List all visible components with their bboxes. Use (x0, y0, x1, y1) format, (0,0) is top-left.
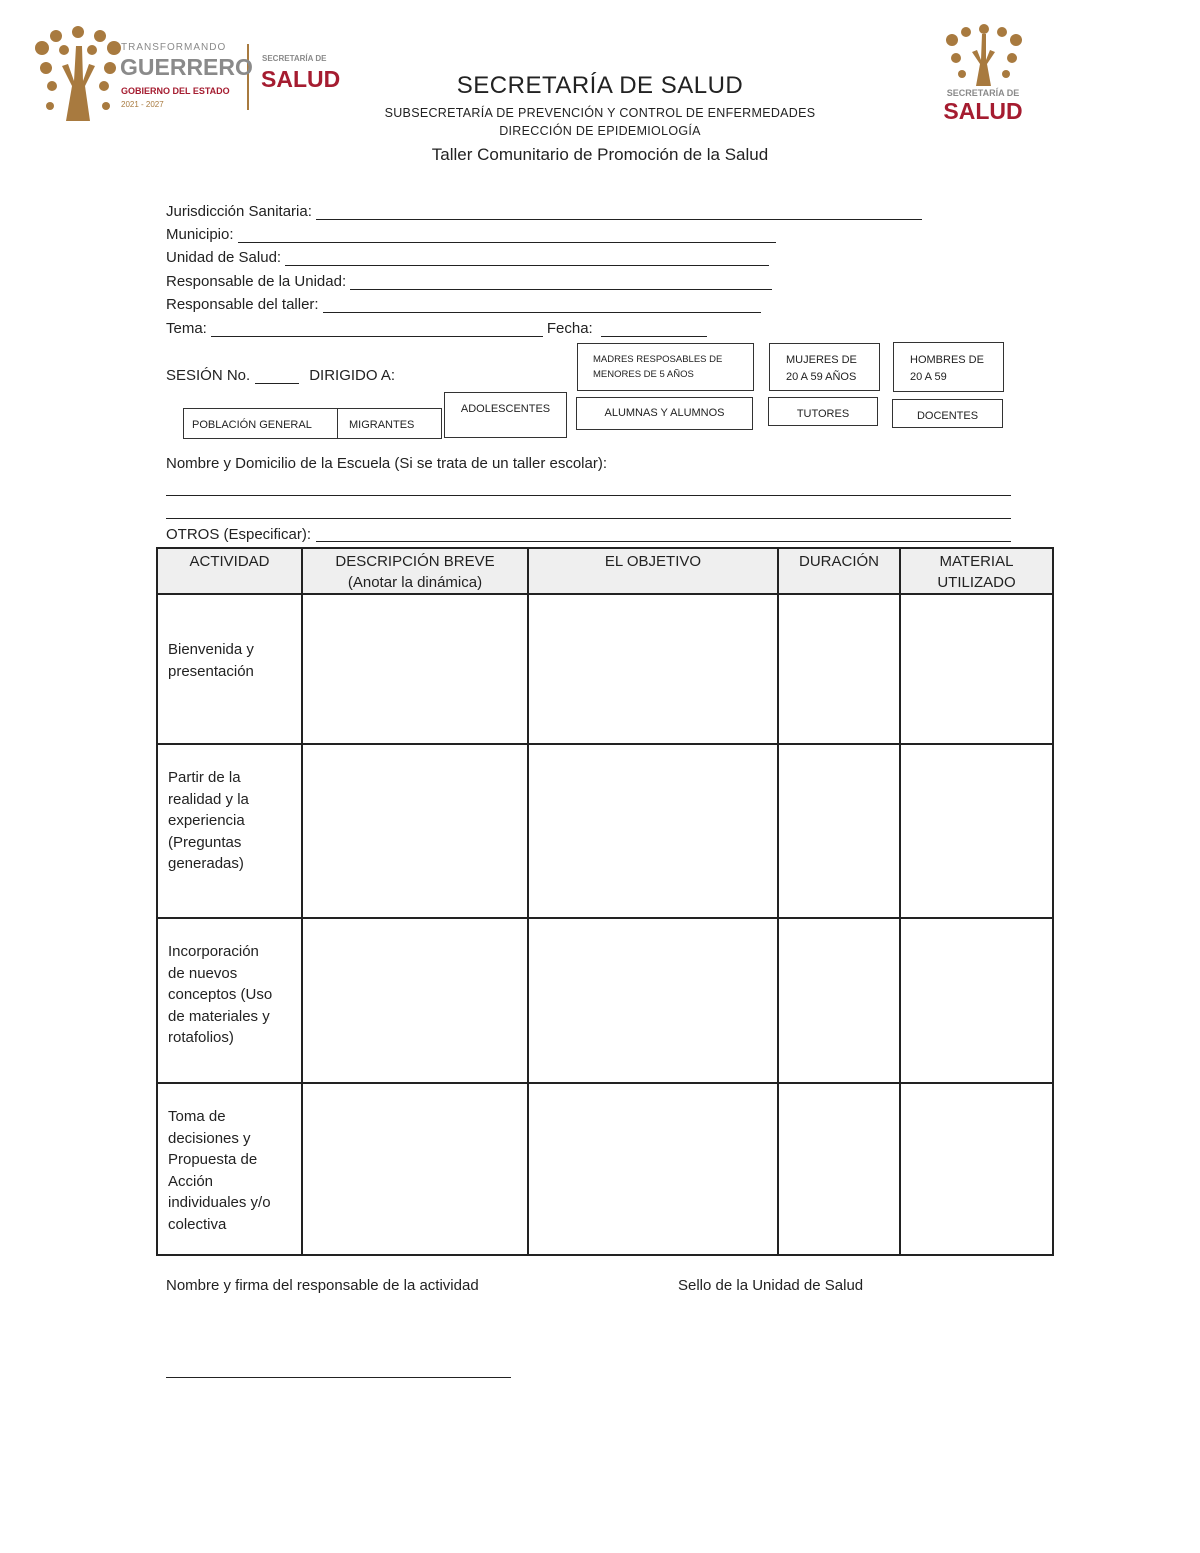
audience-madres-line1: MADRES RESPOSABLES DE (593, 354, 723, 365)
audience-docentes-label: DOCENTES (916, 410, 979, 422)
header-material: MATERIAL UTILIZADO (900, 548, 1053, 594)
unidad-line[interactable] (285, 249, 769, 266)
audience-alumnas-box[interactable] (576, 397, 753, 430)
activity-text: Toma de (168, 1108, 226, 1125)
otros-line[interactable] (316, 541, 1011, 542)
workshop-title: Taller Comunitario de Promoción de la Salud (431, 145, 769, 164)
activity-cell (157, 744, 302, 918)
dirigido-label: DIRIGIDO A: (309, 367, 396, 384)
material-cell[interactable] (900, 1083, 1053, 1255)
audience-hombres-line1: HOMBRES DE (910, 354, 984, 366)
duracion-cell[interactable] (778, 918, 900, 1083)
duracion-cell[interactable] (778, 744, 900, 918)
municipio-line[interactable] (238, 226, 776, 243)
audience-hombres-line2: 20 A 59 (910, 371, 947, 383)
activity-text: de nuevos (168, 964, 238, 982)
activity-text: decisiones y (168, 1129, 251, 1147)
logo-text-years: 2021 - 2027 (121, 100, 164, 109)
objetivo-cell[interactable] (528, 744, 778, 918)
descripcion-cell[interactable] (302, 744, 528, 918)
duracion-cell[interactable] (778, 594, 900, 744)
escuela-line-2[interactable] (166, 518, 1011, 519)
audience-poblacion-label: POBLACIÓN GENERAL (192, 419, 312, 431)
responsable-taller-line[interactable] (323, 296, 761, 313)
activity-text: Partir de la (168, 769, 241, 786)
material-cell[interactable] (900, 594, 1053, 744)
unidad-field[interactable] (166, 244, 769, 266)
responsable-unidad-label: Responsable de la Unidad: (166, 273, 347, 290)
responsable-taller-label: Responsable del taller: (166, 296, 319, 313)
activity-text: realidad y la (168, 790, 249, 808)
activity-cell (157, 918, 302, 1083)
responsable-unidad-field[interactable] (166, 268, 772, 290)
audience-hombres-box[interactable] (893, 342, 1004, 392)
descripcion-cell[interactable] (302, 1083, 528, 1255)
jurisdiccion-field[interactable] (166, 198, 922, 220)
jurisdiccion-label: Jurisdicción Sanitaria: (166, 203, 312, 220)
responsable-taller-field[interactable] (166, 291, 761, 313)
page-title: SECRETARÍA DE SALUD (456, 72, 744, 99)
activity-text: generadas) (168, 855, 244, 872)
audience-mujeres-line2: 20 A 59 AÑOS (786, 371, 857, 383)
subtitle-direccion: DIRECCIÓN DE EPIDEMIOLOGÍA (499, 124, 701, 138)
header-actividad: ACTIVIDAD (157, 548, 302, 594)
unidad-label: Unidad de Salud: (166, 249, 282, 266)
material-cell[interactable] (900, 918, 1053, 1083)
logo-text-transformando: TRANSFORMANDO (121, 42, 227, 53)
table-row (157, 1083, 1053, 1255)
activity-text: de materiales y (168, 1007, 270, 1025)
activity-cell (157, 1083, 302, 1255)
logo-text-secretaria: SECRETARÍA DE (946, 88, 1020, 98)
audience-mujeres-line1: MUJERES DE (786, 354, 857, 366)
duracion-cell[interactable] (778, 1083, 900, 1255)
audience-poblacion-box[interactable] (183, 408, 338, 439)
activity-text: rotafolios) (168, 1029, 234, 1046)
logo-text-guerrero: GUERRERO (120, 54, 253, 80)
tema-field[interactable] (166, 315, 707, 337)
responsable-unidad-line[interactable] (350, 273, 772, 290)
activity-text: Propuesta de (168, 1151, 258, 1168)
audience-migrantes-box[interactable] (337, 408, 442, 439)
descripcion-cell[interactable] (302, 918, 528, 1083)
activity-text: colectiva (168, 1215, 227, 1233)
sello-label: Sello de la Unidad de Salud (678, 1277, 864, 1294)
activity-text: individuales y/o (168, 1194, 271, 1211)
audience-madres-box[interactable] (577, 343, 754, 391)
audience-alumnas-label: ALUMNAS Y ALUMNOS (604, 407, 725, 419)
activity-cell (157, 594, 302, 744)
fecha-line[interactable] (601, 320, 707, 337)
objetivo-cell[interactable] (528, 594, 778, 744)
sesion-label: SESIÓN No. (166, 367, 251, 384)
tema-label: Tema: (166, 320, 207, 337)
sesion-line[interactable] (255, 367, 299, 384)
header-descripcion-line2: (Anotar la dinámica) (347, 574, 483, 591)
municipio-field[interactable] (166, 221, 776, 243)
objetivo-cell[interactable] (528, 918, 778, 1083)
descripcion-cell[interactable] (302, 594, 528, 744)
table-row (157, 744, 1053, 918)
firma-label: Nombre y firma del responsable de la actividad (166, 1277, 479, 1294)
header-objetivo: EL OBJETIVO (528, 548, 778, 594)
activity-table (156, 547, 1054, 1256)
otros-label: OTROS (Especificar): (166, 526, 312, 543)
fecha-label: Fecha: (546, 320, 593, 337)
objetivo-cell[interactable] (528, 1083, 778, 1255)
logo-text-salud: SALUD (943, 98, 1023, 124)
activity-text: Acción (168, 1172, 214, 1190)
audience-tutores-label: TUTORES (796, 408, 850, 420)
audience-madres-line2: MENORES DE 5 AÑOS (593, 369, 694, 380)
tema-line[interactable] (211, 320, 543, 337)
header-descripcion (302, 548, 528, 594)
table-row (157, 594, 1053, 744)
activity-text: Incorporación (168, 943, 259, 960)
activity-text: Bienvenida y (168, 641, 254, 658)
logo-text-salud: SALUD (261, 66, 341, 92)
sesion-field[interactable] (166, 362, 395, 384)
audience-migrantes-label: MIGRANTES (349, 419, 415, 431)
firma-line[interactable] (166, 1377, 511, 1378)
activity-text: presentación (168, 662, 254, 680)
header-duracion: DURACIÓN (778, 548, 900, 594)
activity-text: conceptos (Uso (168, 986, 273, 1003)
activity-text: experiencia (168, 812, 245, 829)
table-header-row (157, 548, 1053, 594)
audience-mujeres-box[interactable] (769, 343, 880, 391)
activity-text: (Preguntas (168, 833, 242, 851)
table-row (157, 918, 1053, 1083)
logo-text-secretaria: SECRETARÍA DE (262, 54, 327, 63)
audience-docentes-box[interactable] (892, 399, 1003, 428)
subtitle-subsecretaria: SUBSECRETARÍA DE PREVENCIÓN Y CONTROL DE ENFERMEDADES (384, 106, 816, 120)
material-cell[interactable] (900, 744, 1053, 918)
escuela-line-1[interactable] (166, 495, 1011, 496)
audience-tutores-box[interactable] (768, 397, 878, 426)
header-descripcion-line1: DESCRIPCIÓN BREVE (335, 553, 495, 570)
logo-text-gobierno: GOBIERNO DEL ESTADO (121, 86, 230, 96)
audience-adolescentes-box[interactable] (444, 392, 567, 438)
escuela-label: Nombre y Domicilio de la Escuela (Si se trata de un taller escolar): (166, 455, 608, 472)
jurisdiccion-line[interactable] (316, 203, 922, 220)
municipio-label: Municipio: (166, 226, 234, 243)
audience-adolescentes-label: ADOLESCENTES (460, 403, 551, 415)
